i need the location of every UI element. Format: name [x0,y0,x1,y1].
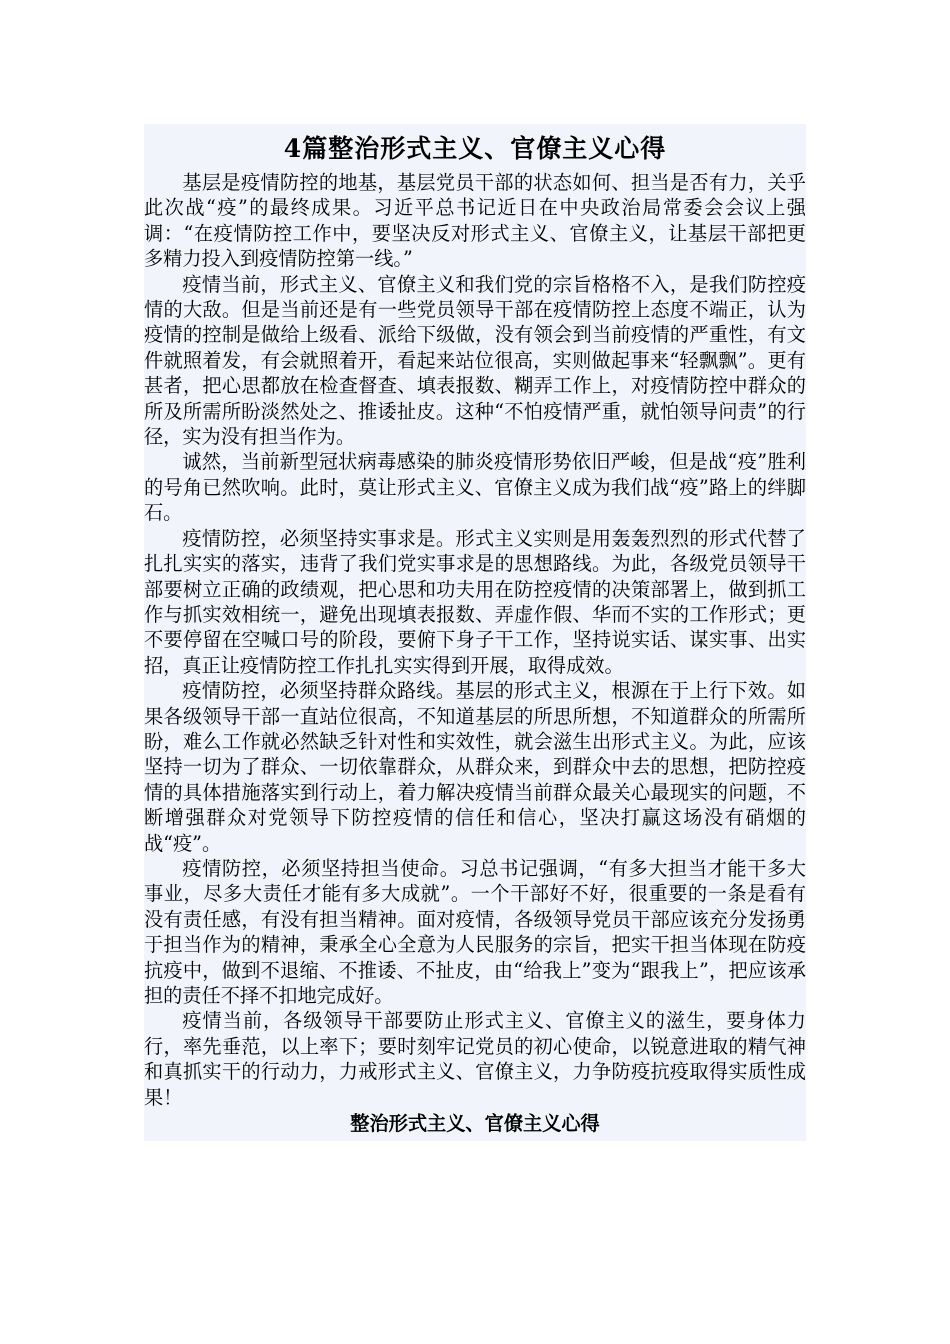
paragraph-2: 疫情当前，形式主义、官僚主义和我们党的宗旨格格不入，是我们防控疫情的大敌。但是当前还是有一些党员领导干部在疫情防控上态度不端正，认为疫情的控制是做给上级看、派给下级做，没有领会到当前疫情的严重性，有文件就照着发，有会就照着开，看起来站位很高，实则做起事来“轻飘飘”。更有甚者，把心思都放在检查督查、填表报数、糊弄工作上，对疫情防控中群众的所及所需所盼淡然处之、推诿扯皮。这种“不怕疫情严重，就怕领导问责”的行径，实为没有担当作为。 [144,272,806,449]
paragraph-3: 诚然，当前新型冠状病毒感染的肺炎疫情形势依旧严峻，但是战“疫”胜利的号角已然吹响。此时，莫让形式主义、官僚主义成为我们战“疫”路上的绊脚石。 [144,450,806,525]
document-content [144,124,806,1141]
section-subtitle: 整治形式主义、官僚主义心得 [350,1112,600,1136]
paragraph-1: 基层是疫情防控的地基，基层党员干部的状态如何、担当是否有力，关乎此次战“疫”的最终成果。习近平总书记近日在中央政治局常委会会议上强调：“在疫情防控工作中，要坚决反对形式主义、官僚主义，让基层干部把更多精力投入到疫情防控第一线。” [144,171,806,271]
paragraph-6: 疫情防控，必须坚持担当使命。习总书记强调，“有多大担当才能干多大事业，尽多大责任才能有多大成就”。一个干部好不好，很重要的一条是看有没有责任感，有没有担当精神。面对疫情，各级领导党员干部应该充分发扬勇于担当作为的精神，秉承全心全意为人民服务的宗旨，把实干担当体现在防疫抗疫中，做到不退缩、不推诿、不扯皮，由“给我上”变为“跟我上”，把应该承担的责任不择不扣地完成好。 [144,856,806,1007]
paragraph-7: 疫情当前，各级领导干部要防止形式主义、官僚主义的滋生，要身体力行，率先垂范，以上率下；要时刻牢记党员的初心使命，以锐意进取的精气神和真抓实干的行动力，力戒形式主义、官僚主义，力争防疫抗疫取得实质性成果！ [144,1009,806,1109]
paragraph-5: 疫情防控，必须坚持群众路线。基层的形式主义，根源在于上行下效。如果各级领导干部一直站位很高，不知道基层的所思所想，不知道群众的所需所盼，难么工作就必然缺乏针对性和实效性，就会滋生出形式主义。为此，应该坚持一切为了群众、一切依靠群众，从群众来，到群众中去的思想，把防控疫情的具体措施落实到行动上，着力解决疫情当前群众最关心最现实的问题，不断增强群众对党领导下防控疫情的信任和信心，坚决打赢这场没有硝烟的战“疫”。 [144,679,806,855]
paragraph-4: 疫情防控，必须坚持实事求是。形式主义实则是用轰轰烈烈的形式代替了扎扎实实的落实，违背了我们党实事求是的思想路线。为此，各级党员领导干部要树立正确的政绩观，把心思和功夫用在防控疫情的决策部署上，做到抓工作与抓实效相统一，避免出现填表报数、弄虚作假、华而不实的工作形式；更不要停留在空喊口号的阶段，要俯下身子干工作，坚持说实话、谋实事、出实招，真正让疫情防控工作扎扎实实得到开展，取得成效。 [144,526,806,677]
document-title: 4篇整治形式主义、官僚主义心得 [283,134,667,163]
